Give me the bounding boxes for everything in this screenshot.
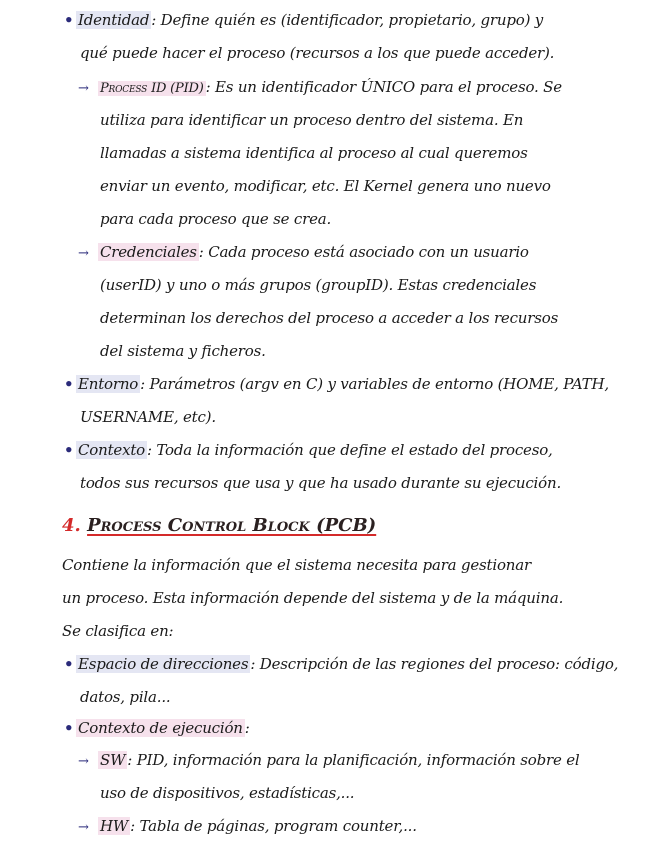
contexto-line-1: • Contexto : Toda la información que define el estado del proceso, <box>64 441 553 459</box>
section-number: 4. <box>62 515 81 536</box>
credenciales-line-1: → Credenciales : Cada proceso está asociado con un usuario <box>78 242 529 264</box>
entorno-line-1: • Entorno : Parámetros (argv en C) y variables de entorno (HOME, PATH, <box>64 375 609 393</box>
contexto-line-2: todos sus recursos que usa y que ha usado durante su ejecución. <box>80 474 562 492</box>
term-identidad: Identidad <box>78 11 150 29</box>
term-sw: SW <box>100 751 126 769</box>
credenciales-line-2: (userID) y uno o más grupos (groupID). Estas credenciales <box>100 276 537 294</box>
hw-line-1: → HW : Tabla de páginas, program counter,... <box>78 816 417 838</box>
espacio-line-1: • Espacio de direcciones : Descripción de las regiones del proceso: código, <box>64 655 619 673</box>
pid-line-4: enviar un evento, modificar, etc. El Kernel genera uno nuevo <box>100 177 551 195</box>
term-pid: Process ID (PID) <box>100 81 204 96</box>
espacio-line-2: datos, pila... <box>80 688 171 706</box>
pid-line-3: llamadas a sistema identifica al proceso al cual queremos <box>100 144 528 162</box>
ctx-exec-line-1: • Contexto de ejecución : <box>64 719 250 737</box>
sw-line-1: → SW : PID, información para la planificación, información sobre el <box>78 750 580 772</box>
arrow-right-icon: → <box>78 81 89 96</box>
term-entorno: Entorno <box>78 375 139 393</box>
identidad-line-2: qué puede hacer el proceso (recursos a los que puede acceder). <box>80 44 555 62</box>
term-hw: HW <box>100 817 129 835</box>
pcb-line-1: Contiene la información que el sistema necesita para gestionar <box>62 556 531 574</box>
bullet-icon: • <box>64 11 74 29</box>
identidad-line-1: • Identidad : Define quién es (identificador, propietario, grupo) y <box>64 11 544 29</box>
bullet-icon: • <box>64 719 74 737</box>
pcb-line-2: un proceso. Esta información depende del sistema y de la máquina. <box>62 589 564 607</box>
arrow-right-icon: → <box>78 820 89 835</box>
pid-line-1: → Process ID (PID) : Es un identificador ÚNICO para el proceso. Se <box>78 77 562 99</box>
entorno-line-2: USERNAME, etc). <box>80 408 216 426</box>
pcb-line-3: Se clasifica en: <box>62 622 174 640</box>
sw-line-2: uso de dispositivos, estadísticas,... <box>100 784 355 802</box>
arrow-right-icon: → <box>78 246 89 261</box>
term-credenciales: Credenciales <box>100 243 197 261</box>
pid-line-2: utiliza para identificar un proceso dentro del sistema. En <box>100 111 524 129</box>
credenciales-line-3: determinan los derechos del proceso a acceder a los recursos <box>100 309 559 327</box>
term-contexto: Contexto <box>78 441 145 459</box>
section-heading <box>62 514 376 538</box>
term-espacio: Espacio de direcciones <box>78 655 249 673</box>
bullet-icon: • <box>64 655 74 673</box>
credenciales-line-4: del sistema y ficheros. <box>100 342 266 360</box>
arrow-right-icon: → <box>78 754 89 769</box>
pid-line-5: para cada proceso que se crea. <box>100 210 332 228</box>
bullet-icon: • <box>64 375 74 393</box>
bullet-icon: • <box>64 441 74 459</box>
section-title: Process Control Block (PCB) <box>87 515 377 536</box>
term-ctx-exec: Contexto de ejecución <box>78 719 243 737</box>
